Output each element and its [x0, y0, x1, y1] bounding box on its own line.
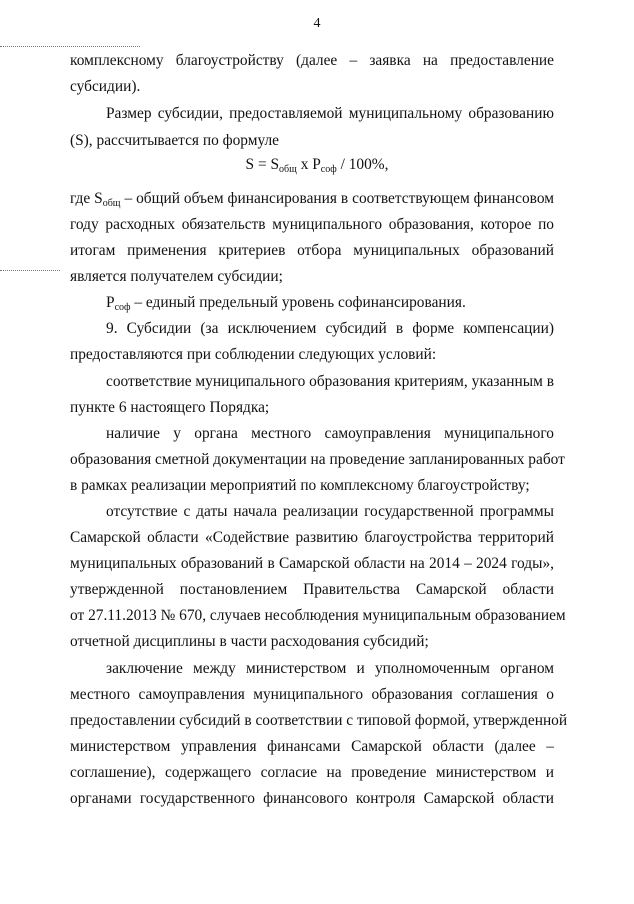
text-line: в рамках реализации мероприятий по комплексному благоустройству;	[70, 477, 530, 494]
formula-subscript: общ	[279, 164, 297, 175]
text-line: Размер субсидии, предоставляемой муниципальному образованию	[106, 105, 554, 122]
text-line: муниципальных образований в Самарской области на 2014 – 2024 годы»,	[70, 555, 554, 572]
formula-subscript: соф	[320, 164, 337, 175]
text-line: комплексному благоустройству (далее – заявка на предоставление	[70, 52, 554, 69]
text-line: утвержденной постановлением Правительства Самарской области	[70, 581, 554, 598]
scan-artifact	[0, 46, 140, 47]
text-line: $P_{соф}$ – единый предельный уровень софинансирования.	[106, 294, 466, 313]
formula-part: S = S	[245, 156, 280, 173]
text-line: министерством управления финансами Самарской области (далее –	[70, 738, 554, 755]
text-line: пункте 6 настоящего Порядка;	[70, 399, 270, 416]
text-line: органами государственного финансового контроля Самарской области	[70, 790, 554, 807]
text-line: году расходных обязательств муниципального образования, которое по	[70, 216, 554, 233]
text-line: образования сметной документации на проведение запланированных работ	[70, 451, 565, 468]
text-line: является получателем субсидии;	[70, 268, 283, 285]
text-line: итогам применения критериев отбора муниципальных образований	[70, 242, 554, 259]
text-line: соответствие муниципального образования критериям, указанным в	[106, 373, 554, 390]
text-line: соглашение), содержащего согласие на проведение министерством и	[70, 764, 554, 781]
text-line: предоставляются при соблюдении следующих условий:	[70, 346, 437, 363]
formula	[0, 152, 634, 183]
text-line: Самарской области «Содействие развитию благоустройства территорий	[70, 529, 554, 546]
text-line: отчетной дисциплины в части расходования субсидий;	[70, 633, 429, 650]
text-line: субсидии).	[70, 78, 141, 95]
formula-part: / 100%,	[336, 156, 389, 173]
text-line: местного самоуправления муниципального образования соглашения о	[70, 686, 554, 703]
text-line: (S), рассчитывается по формуле	[70, 132, 280, 149]
formula-part: x P	[296, 156, 321, 173]
text-line: наличие у органа местного самоуправления муниципального	[106, 425, 554, 442]
text-line: предоставлении субсидий в соответствии с типовой формой, утвержденной	[70, 712, 568, 729]
text-line: заключение между министерством и уполномоченным органом	[106, 660, 554, 677]
text-line: от 27.11.2013 № 670, случаев несоблюдения муниципальным образованием	[70, 607, 566, 624]
page-number: 4	[313, 16, 321, 31]
text-line: отсутствие с даты начала реализации государственной программы	[106, 503, 554, 520]
text-line: 9. Субсидии (за исключением субсидий в форме компенсации)	[106, 320, 554, 337]
text-line: где $S_{общ}$ – общий объем финансирования в соответствующем финансовом	[70, 190, 554, 209]
scan-artifact	[0, 270, 60, 271]
